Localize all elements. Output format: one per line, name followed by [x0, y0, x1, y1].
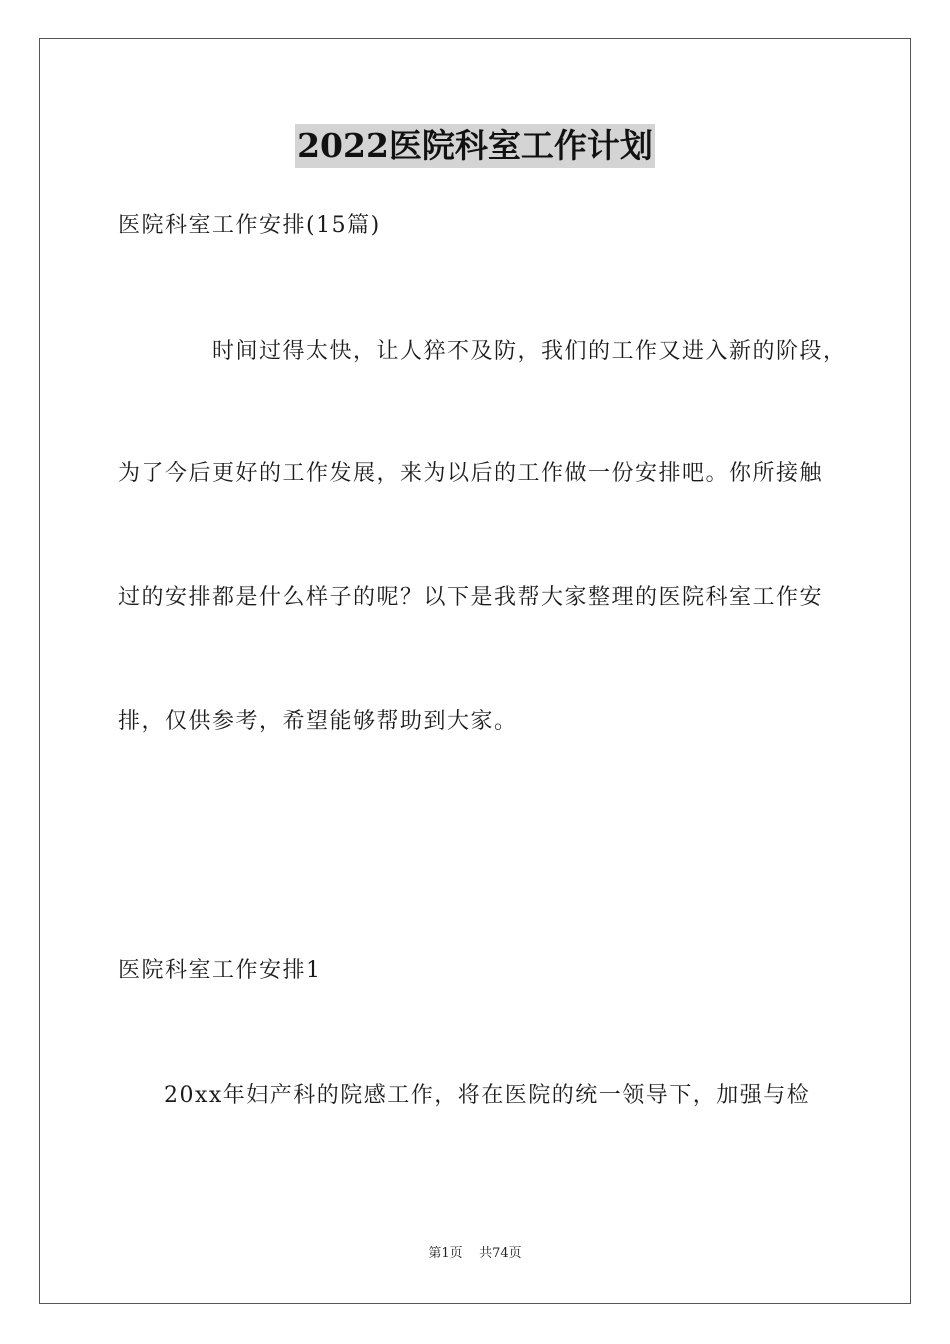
document-subtitle: 医院科室工作安排(15篇) — [118, 213, 381, 238]
title-container — [0, 124, 950, 168]
document-title: 2022医院科室工作计划 — [295, 124, 655, 168]
section-heading: 医院科室工作安排1 — [118, 958, 322, 983]
page-number: 第1页 — [428, 1246, 463, 1261]
intro-line-1: 时间过得太快，让人猝不及防，我们的工作又进入新的阶段， — [212, 339, 847, 364]
section-first-line: 20xx年妇产科的院感工作，将在医院的统一领导下，加强与检 — [164, 1083, 811, 1108]
intro-line-2: 为了今后更好的工作发展，来为以后的工作做一份安排吧。你所接触 — [118, 461, 824, 486]
page-footer — [0, 1245, 950, 1263]
total-pages: 共74页 — [479, 1246, 522, 1261]
intro-line-4: 排，仅供参考，希望能够帮助到大家。 — [118, 709, 518, 734]
intro-line-3: 过的安排都是什么样子的呢？以下是我帮大家整理的医院科室工作安 — [118, 585, 824, 610]
